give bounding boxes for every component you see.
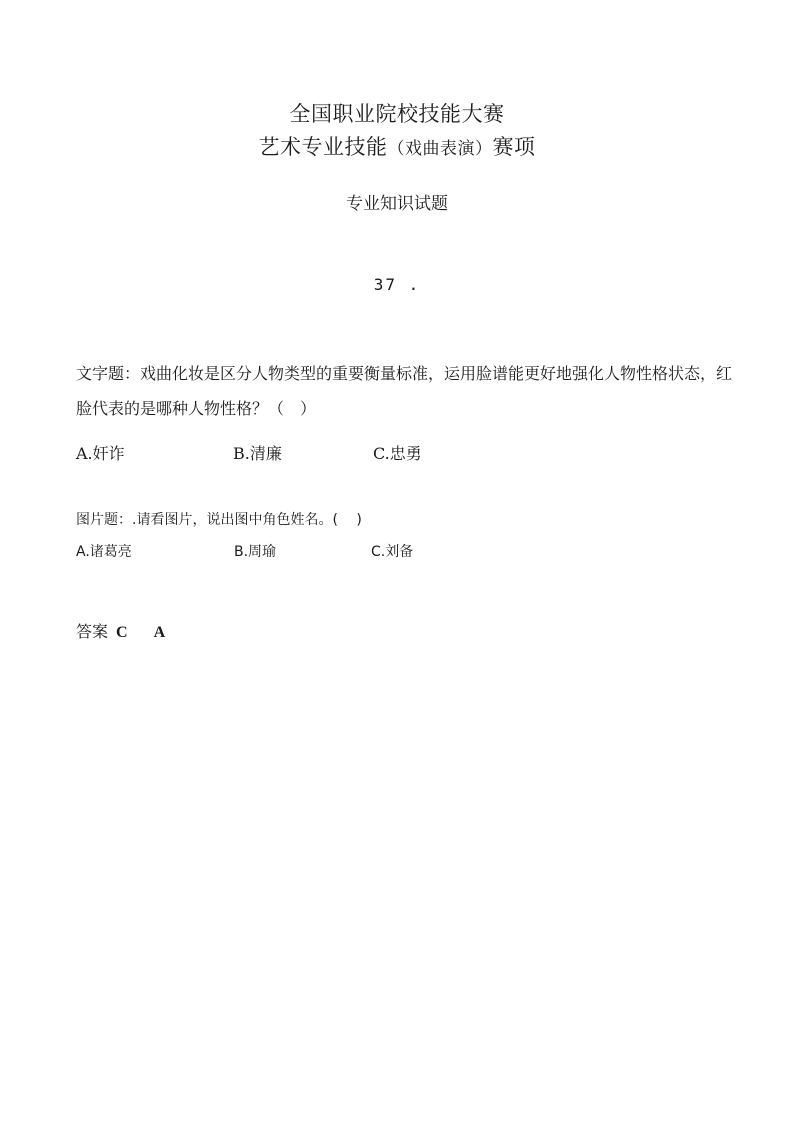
question-number-text: 37 .	[373, 275, 421, 294]
exam-subtitle-text: 专业知识试题	[346, 194, 448, 214]
answer-value-2: A	[153, 624, 166, 641]
event-title-category: （戏曲表演）	[387, 139, 493, 159]
event-title-tail: 赛项	[492, 135, 536, 159]
image-option-b: B.周瑜	[234, 544, 277, 560]
question-number	[0, 275, 794, 294]
answer-line	[76, 619, 165, 642]
text-option-a: A.奸诈	[76, 444, 125, 463]
text-question-label: 文字题：	[76, 364, 141, 383]
answer-value-1: C	[116, 624, 128, 641]
event-title-main: 艺术专业技能	[258, 135, 388, 159]
text-question-body: 戏曲化妆是区分人物类型的重要衡量标准，运用脸谱能更好地强化人物性格状态，红脸代表的是哪种人物性格？（ ）	[76, 364, 733, 418]
image-question-prompt: 图片题：.请看图片，说出图中角色姓名。( )	[76, 512, 362, 528]
image-question	[76, 509, 362, 529]
text-option-b: B.清廉	[233, 444, 282, 463]
text-question	[76, 356, 736, 426]
competition-title	[0, 98, 794, 128]
text-option-c: C.忠勇	[373, 444, 422, 463]
competition-title-text: 全国职业院校技能大赛	[289, 102, 505, 126]
image-option-a: A.诸葛亮	[76, 544, 132, 560]
image-option-c: C.刘备	[371, 544, 414, 560]
event-title	[0, 131, 794, 161]
exam-subtitle	[0, 189, 794, 214]
answer-label: 答案	[76, 622, 109, 641]
